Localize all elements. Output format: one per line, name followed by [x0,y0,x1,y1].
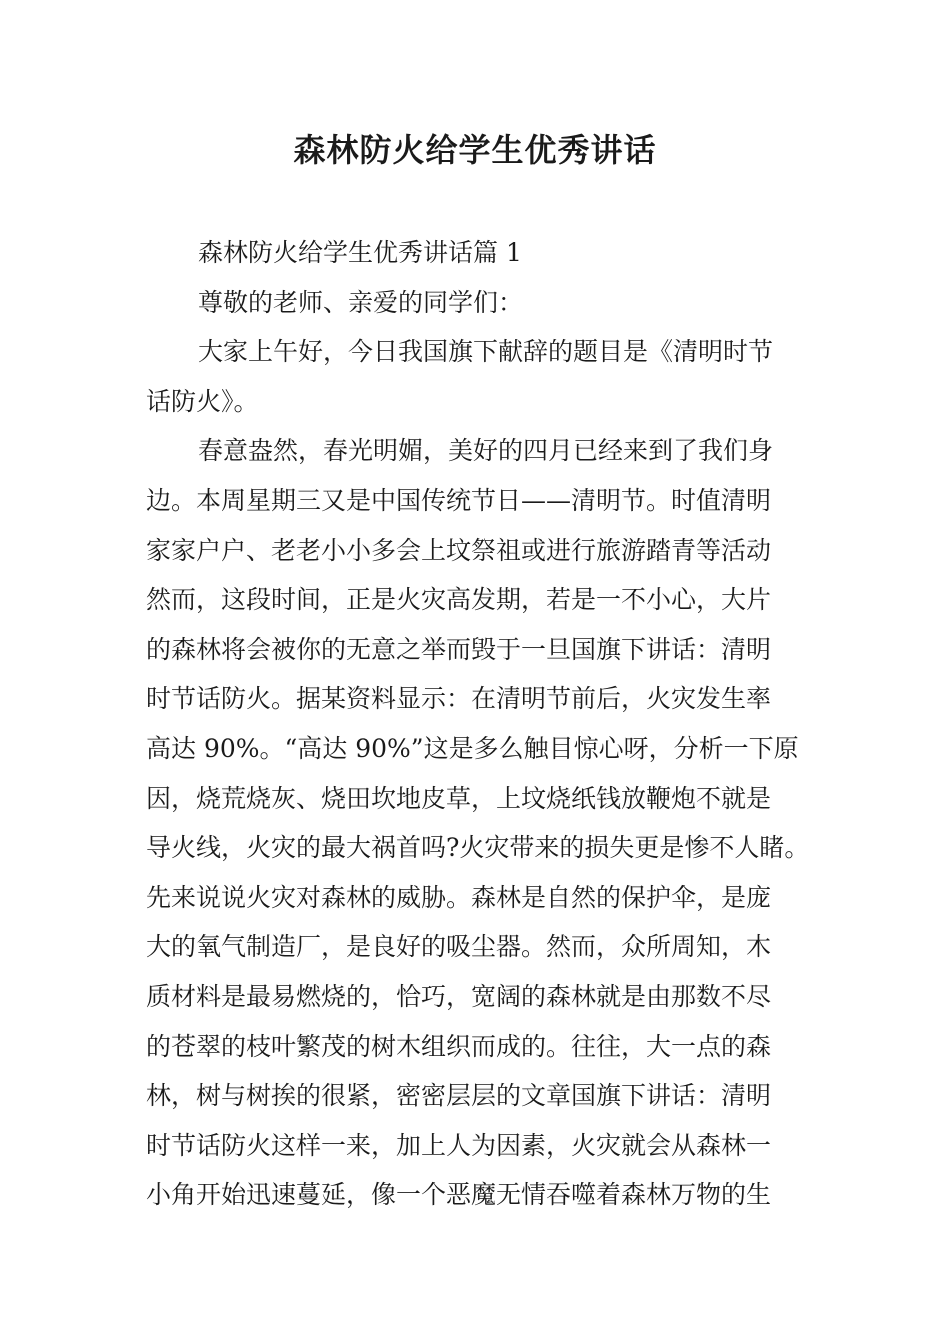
paragraph-line: 然而，这段时间，正是火灾高发期，若是一不小心，大片 [146,585,772,615]
paragraph-line: 森林防火给学生优秀讲话篇 1 [198,238,522,267]
paragraph-line: 小角开始迅速蔓延，像一个恶魔无情吞噬着森林万物的生 [146,1180,772,1210]
paragraph-line: 时节话防火。据某资料显示：在清明节前后，火灾发生率 [146,684,772,714]
document-title: 森林防火给学生优秀讲话 [293,131,657,169]
paragraph-line: 质材料是最易燃烧的，恰巧，宽阔的森林就是由那数不尽 [146,981,772,1011]
paragraph-line: 高达 90%。“高达 90%”这是多么触目惊心呀，分析一下原 [146,733,799,763]
paragraph-line: 因，烧荒烧灰、烧田坎地皮草，上坟烧纸钱放鞭炮不就是 [146,783,772,813]
paragraph-line: 林，树与树挨的很紧，密密层层的文章国旗下讲话：清明 [146,1081,772,1111]
paragraph-line: 边。本周星期三又是中国传统节日——清明节。时值清明 [146,485,772,515]
paragraph-line: 话防火》。 [146,386,259,416]
paragraph-line: 家家户户、老老小小多会上坟祭祖或进行旅游踏青等活动 [146,535,772,565]
paragraph-line: 春意盎然，春光明媚，美好的四月已经来到了我们身 [198,436,774,466]
paragraph-line: 尊敬的老师、亲爱的同学们： [198,287,524,317]
paragraph-line: 大家上午好，今日我国旗下献辞的题目是《清明时节 [198,337,774,367]
document-body [146,228,810,1220]
paragraph-line: 的森林将会被你的无意之举而毁于一旦国旗下讲话：清明 [146,634,772,664]
paragraph-line: 大的氧气制造厂，是良好的吸尘器。然而，众所周知，木 [146,932,772,962]
paragraph-line: 导火线，火灾的最大祸首吗?火灾带来的损失更是惨不人睹。 [146,833,810,863]
paragraph-line: 时节话防火这样一来，加上人为因素，火灾就会从森林一 [146,1130,772,1160]
paragraph-line: 先来说说火灾对森林的威胁。森林是自然的保护伞，是庞 [146,882,772,912]
paragraph-line: 的苍翠的枝叶繁茂的树木组织而成的。往往，大一点的森 [146,1031,772,1061]
